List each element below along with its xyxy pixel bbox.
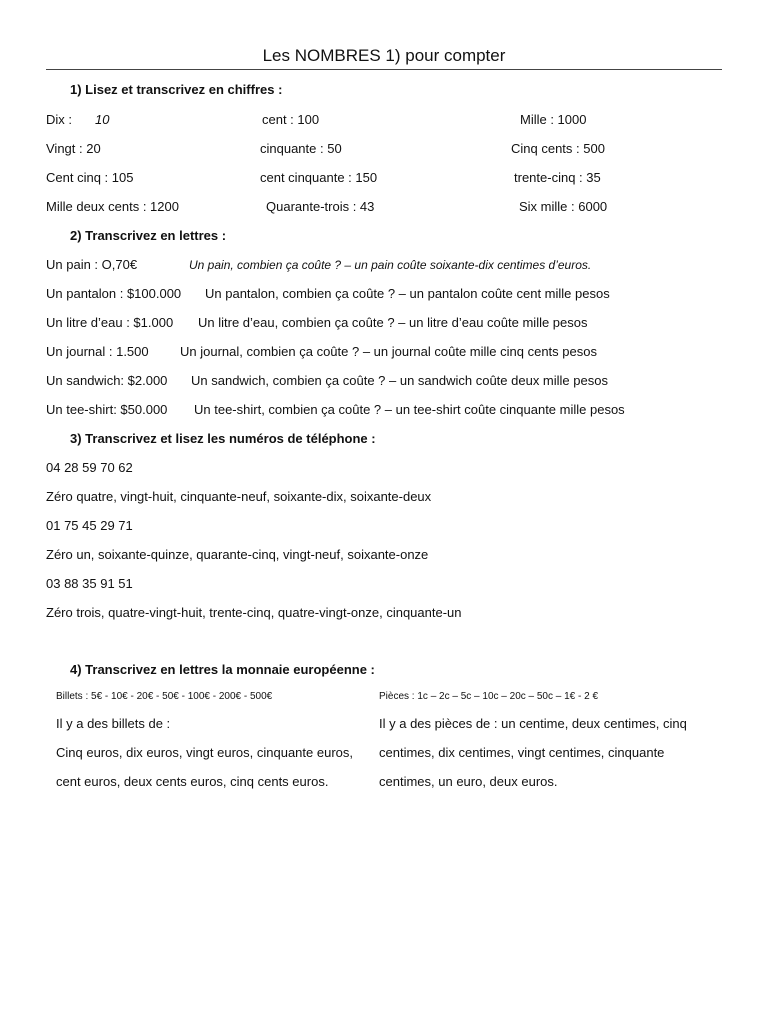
s2-item-1-label: Un pain : O,70€ [46, 257, 138, 272]
phone-words-1: Zéro quatre, vingt-huit, cinquante-neuf, soixante-dix, soixante-deux [46, 489, 432, 504]
s2-item-6-answer: Un tee-shirt, combien ça coûte ? – un tee-shirt coûte cinquante mille pesos [194, 402, 625, 417]
s1-r3-c2: cent cinquante : 150 [260, 170, 378, 185]
s1-r4-c2: Quarante-trois : 43 [266, 199, 375, 214]
page-title: Les NOMBRES 1) pour compter [262, 46, 506, 65]
s1-r4-c3: Six mille : 6000 [519, 199, 608, 214]
s1-r4-c1: Mille deux cents : 1200 [46, 199, 179, 214]
section-2-heading: 2) Transcrivez en lettres : [70, 228, 227, 243]
phone-number-2: 01 75 45 29 71 [46, 518, 133, 533]
s1-r1-c2: cent : 100 [262, 112, 320, 127]
s1-r1-c3: Mille : 1000 [520, 112, 587, 127]
phone-words-2: Zéro un, soixante-quinze, quarante-cinq, vingt-neuf, soixante-onze [46, 547, 429, 562]
billets-text: Cinq euros, dix euros, vingt euros, cinquante euros, cent euros, deux cents euros, cinq cents euros. [56, 745, 354, 789]
s2-item-6-label: Un tee-shirt: $50.000 [46, 402, 168, 417]
phone-words-3: Zéro trois, quatre-vingt-huit, trente-cinq, quatre-vingt-onze, cinquante-un [46, 605, 462, 620]
s2-item-3-answer: Un litre d’eau, combien ça coûte ? – un litre d’eau coûte mille pesos [198, 315, 588, 330]
s1-r3-c1: Cent cinq : 105 [46, 170, 134, 185]
section-1-heading: 1) Lisez et transcrivez en chiffres : [70, 82, 283, 97]
phone-number-3: 03 88 35 91 51 [46, 576, 133, 591]
pieces-text: Il y a des pièces de : un centime, deux centimes, cinq centimes, dix centimes, vingt centimes, cinquante centimes, un euro, deux euros. [379, 716, 687, 789]
s2-item-1-answer: Un pain, combien ça coûte ? – un pain coûte soixante-dix centimes d’euros. [189, 258, 592, 272]
section-4-heading: 4) Transcrivez en lettres la monnaie européenne : [70, 662, 375, 677]
s1-r2-c1: Vingt : 20 [46, 141, 101, 156]
billets-header: Billets : 5€ - 10€ - 20€ - 50€ - 100€ - 200€ - 500€ [56, 691, 273, 702]
s2-item-2-label: Un pantalon : $100.000 [46, 286, 182, 301]
s2-item-5-answer: Un sandwich, combien ça coûte ? – un sandwich coûte deux mille pesos [191, 373, 608, 388]
s2-item-4-label: Un journal : 1.500 [46, 344, 149, 359]
title-underline [46, 69, 722, 70]
s1-r1-answer: 10 [95, 112, 110, 127]
s2-item-2-answer: Un pantalon, combien ça coûte ? – un pantalon coûte cent mille pesos [205, 286, 610, 301]
billets-intro: Il y a des billets de : [56, 716, 171, 731]
pieces-header: Pièces : 1c – 2c – 5c – 10c – 20c – 50c – 1€ - 2 € [379, 691, 599, 702]
s2-item-5-label: Un sandwich: $2.000 [46, 373, 168, 388]
s1-r2-c2: cinquante : 50 [260, 141, 342, 156]
s2-item-3-label: Un litre d’eau : $1.000 [46, 315, 174, 330]
phone-number-1: 04 28 59 70 62 [46, 460, 133, 475]
s1-r1-c1: Dix : [46, 112, 72, 127]
s1-r3-c3: trente-cinq : 35 [514, 170, 601, 185]
s2-item-4-answer: Un journal, combien ça coûte ? – un journal coûte mille cinq cents pesos [180, 344, 597, 359]
section-3-heading: 3) Transcrivez et lisez les numéros de téléphone : [70, 431, 376, 446]
s1-r2-c3: Cinq cents : 500 [511, 141, 605, 156]
